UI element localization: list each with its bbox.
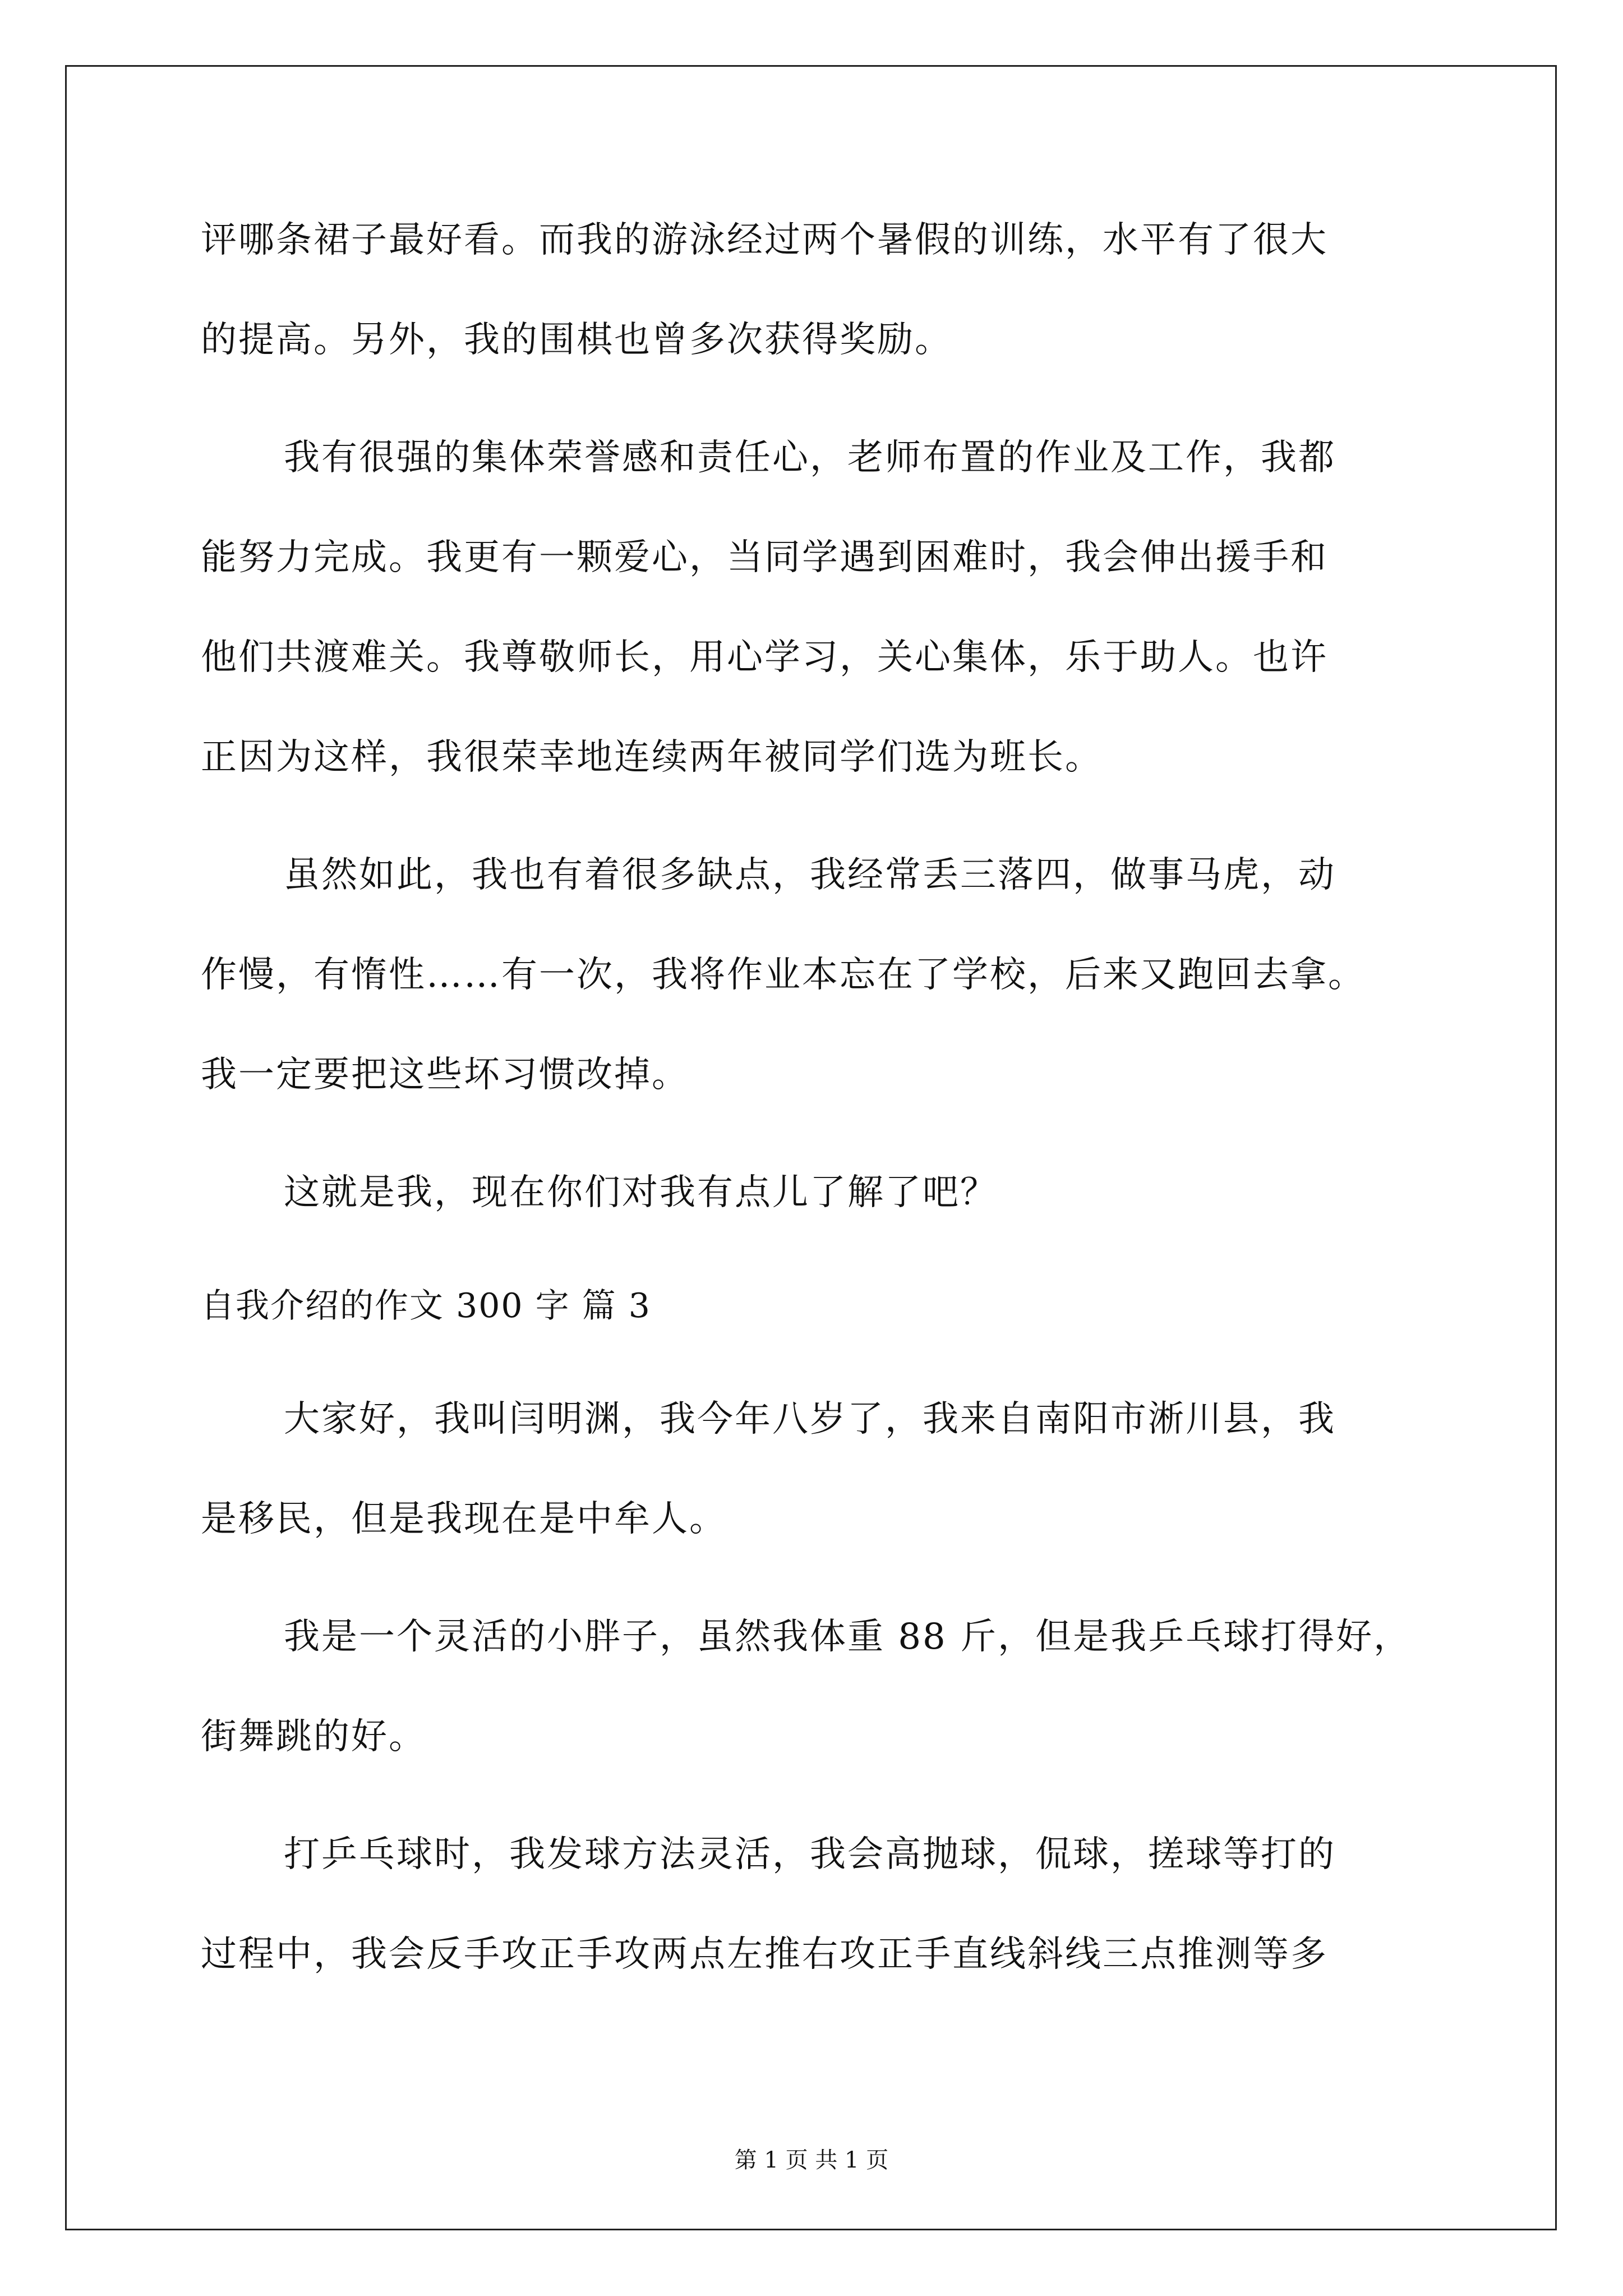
text-line: 正因为这样，我很荣幸地连续两年被同学们选为班长。: [201, 737, 1103, 778]
text-line: 评哪条裙子最好看。而我的游泳经过两个暑假的训练，水平有了很大: [201, 219, 1328, 261]
text-line: 作慢，有惰性……有一次，我将作业本忘在了学校，后来又跑回去拿。: [201, 954, 1366, 996]
text-line: 能努力完成。我更有一颗爱心，当同学遇到困难时，我会伸出援手和: [201, 537, 1328, 578]
text-line: 打乒乓球时，我发球方法灵活，我会高抛球，侃球，搓球等打的: [284, 1834, 1336, 1875]
text-line: 虽然如此，我也有着很多缺点，我经常丢三落四，做事马虎，动: [284, 854, 1336, 896]
text-line: 大家好，我叫闫明渊，我今年八岁了，我来自南阳市淅川县，我: [284, 1398, 1336, 1440]
section-heading: 自我介绍的作文 300 字 篇 3: [201, 1286, 651, 1326]
text-line: 我有很强的集体荣誉感和责任心，老师布置的作业及工作，我都: [284, 437, 1336, 478]
text-line: 我是一个灵活的小胖子，虽然我体重 88 斤，但是我乒乓球打得好，: [284, 1616, 1412, 1658]
text-line: 过程中，我会反手攻正手攻两点左推右攻正手直线斜线三点推测等多: [201, 1934, 1328, 1975]
text-line: 街舞跳的好。: [201, 1716, 426, 1757]
text-line: 的提高。另外，我的围棋也曾多次获得奖励。: [201, 319, 952, 361]
text-line: 他们共渡难关。我尊敬师长，用心学习，关心集体，乐于助人。也许: [201, 637, 1328, 678]
text-line: 这就是我，现在你们对我有点儿了解了吧？: [284, 1172, 998, 1213]
page-border: [65, 65, 1557, 2230]
page-number: 第 1 页 共 1 页: [734, 2147, 889, 2173]
text-line: 是移民，但是我现在是中牟人。: [201, 1498, 727, 1540]
text-line: 我一定要把这些坏习惯改掉。: [201, 1054, 689, 1096]
